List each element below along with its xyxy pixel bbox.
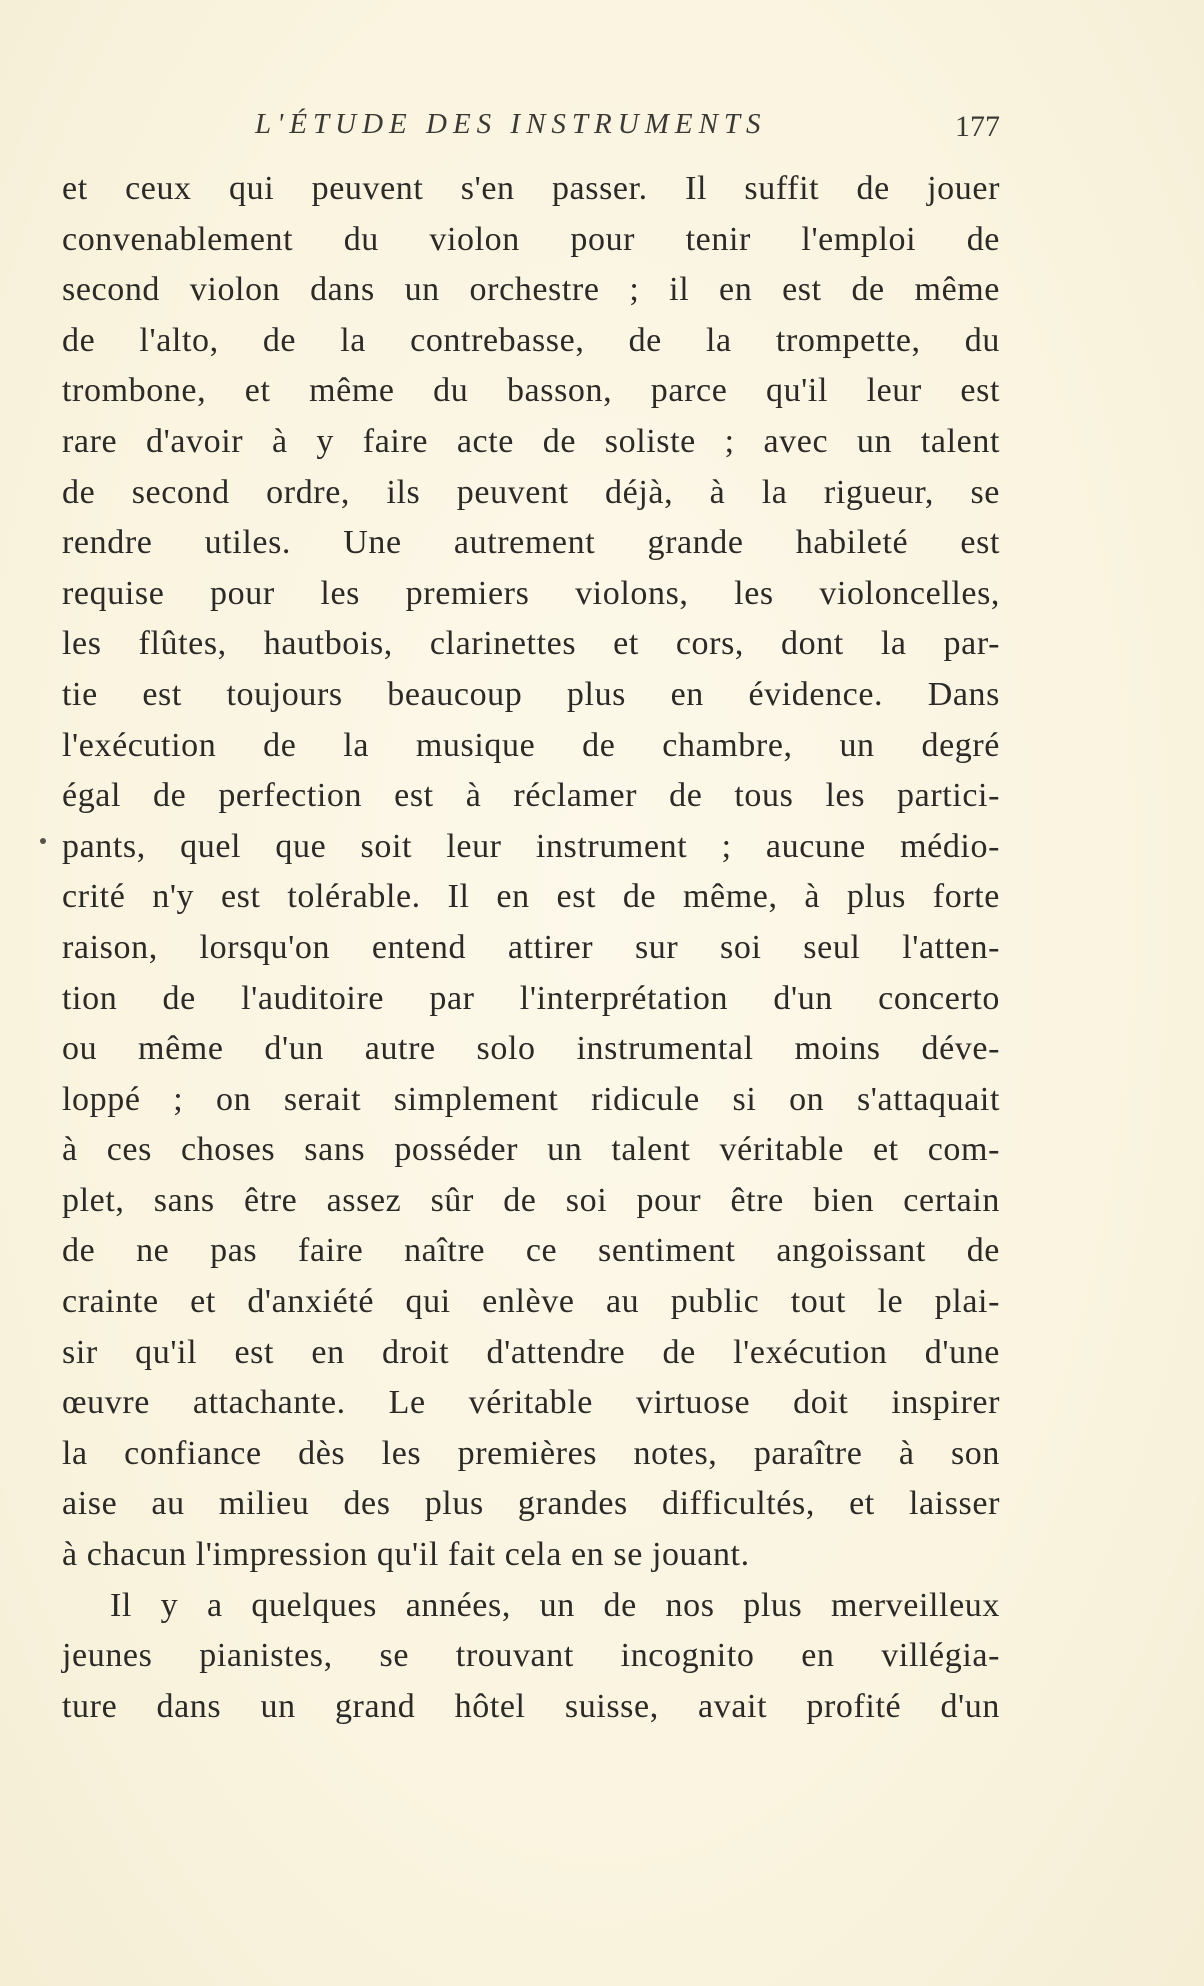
text-line: pants, quel que soit leur instrument ; aucune médio- <box>62 827 1000 865</box>
text-line: à chacun l'impression qu'il fait cela en se jouant. <box>62 1536 750 1574</box>
text-line: rare d'avoir à y faire acte de soliste ; avec un talent <box>62 422 1000 460</box>
text-line: ou même d'un autre solo instrumental moins déve- <box>62 1030 1000 1068</box>
text-line: rendre utiles. Une autrement grande habileté est <box>62 524 1000 562</box>
text-line: second violon dans un orchestre ; il en est de même <box>62 271 1000 309</box>
text-line: de l'alto, de la contrebasse, de la trompette, du <box>62 321 1000 359</box>
body-text <box>62 164 1000 1732</box>
text-line: tie est toujours beaucoup plus en évidence. Dans <box>62 675 1000 713</box>
text-line: ture dans un grand hôtel suisse, avait profité d'un <box>62 1687 1000 1725</box>
page-number: 177 <box>955 110 1000 143</box>
text-line: et ceux qui peuvent s'en passer. Il suffit de jouer <box>62 170 1000 207</box>
text-line: de ne pas faire naître ce sentiment angoissant de <box>62 1232 1000 1270</box>
paragraph <box>62 164 1000 1581</box>
text-line: tion de l'auditoire par l'interprétation d'un concerto <box>62 979 1000 1017</box>
text-line: sir qu'il est en droit d'attendre de l'exécution d'une <box>62 1333 1000 1371</box>
paragraph <box>62 1581 1000 1733</box>
text-line: de second ordre, ils peuvent déjà, à la rigueur, se <box>62 473 1000 511</box>
margin-dot-mark <box>40 838 46 844</box>
text-line: jeunes pianistes, se trouvant incognito en villégia- <box>62 1637 1000 1675</box>
text-line: Il y a quelques années, un de nos plus merveilleux <box>110 1586 1000 1624</box>
text-line: les flûtes, hautbois, clarinettes et cors, dont la par- <box>62 625 1000 663</box>
running-title: L'ÉTUDE DES INSTRUMENTS <box>255 108 767 140</box>
text-line: crainte et d'anxiété qui enlève au public tout le plai- <box>62 1283 1000 1321</box>
text-line: l'exécution de la musique de chambre, un degré <box>62 726 1000 764</box>
text-line: œuvre attachante. Le véritable virtuose doit inspirer <box>62 1384 1000 1422</box>
text-line: plet, sans être assez sûr de soi pour être bien certain <box>62 1181 1000 1219</box>
text-line: trombone, et même du basson, parce qu'il leur est <box>62 372 1000 410</box>
text-line: crité n'y est tolérable. Il en est de même, à plus forte <box>62 878 1000 916</box>
text-line: loppé ; on serait simplement ridicule si on s'attaquait <box>62 1080 1000 1118</box>
text-line: la confiance dès les premières notes, paraître à son <box>62 1434 1000 1472</box>
text-line: convenablement du violon pour tenir l'emploi de <box>62 220 1000 258</box>
text-line: raison, lorsqu'on entend attirer sur soi seul l'atten- <box>62 928 1000 966</box>
text-line: requise pour les premiers violons, les violoncelles, <box>62 574 1000 612</box>
text-line: égal de perfection est à réclamer de tous les partici- <box>62 777 1000 815</box>
text-line: aise au milieu des plus grandes difficultés, et laisser <box>62 1485 1000 1523</box>
text-line: à ces choses sans posséder un talent véritable et com- <box>62 1131 1000 1169</box>
